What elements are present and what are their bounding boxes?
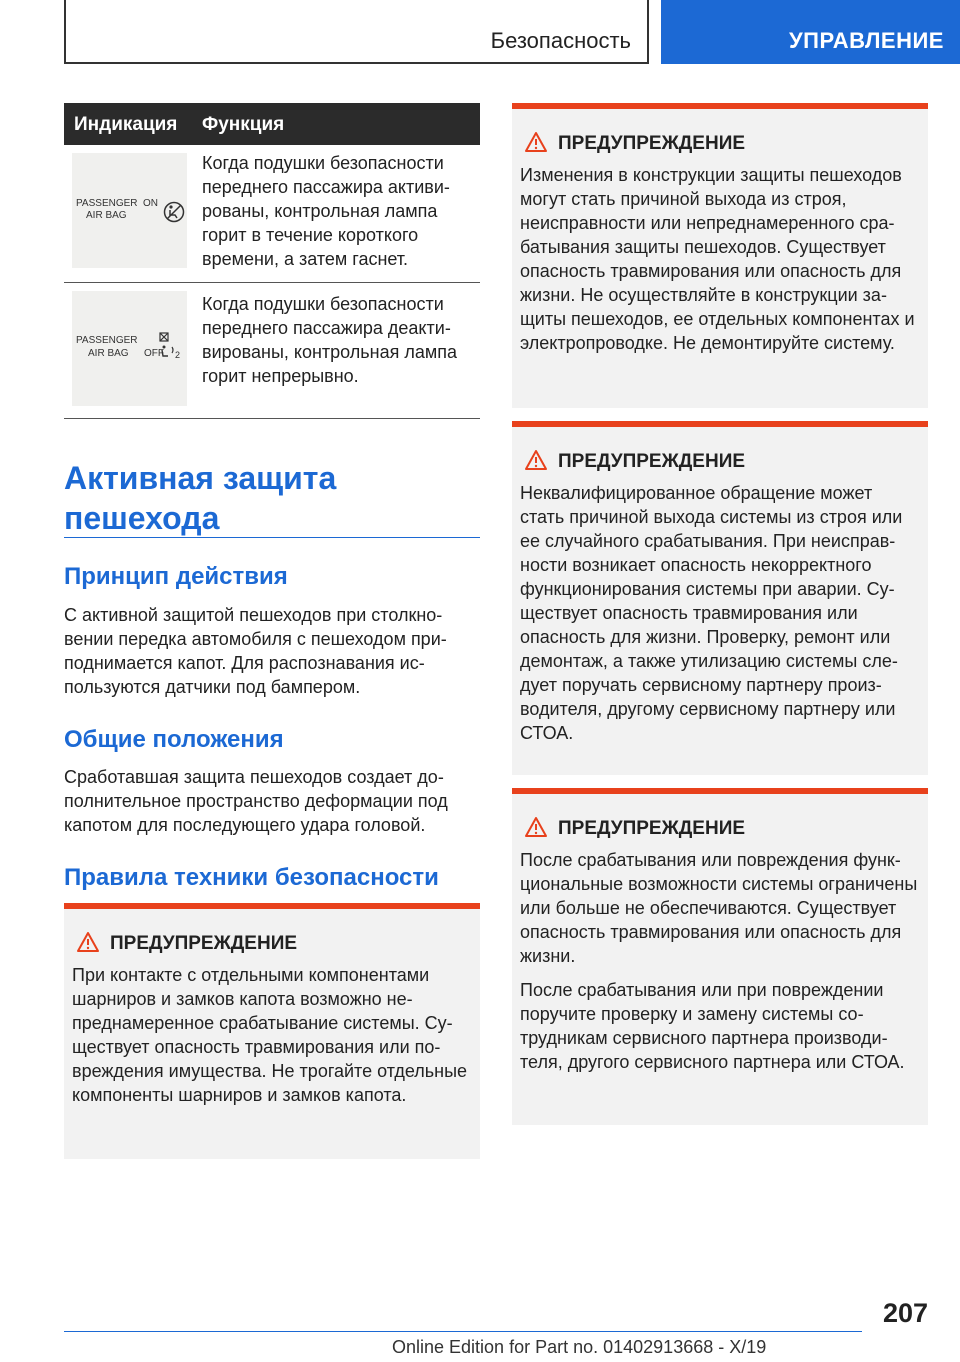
warning-title [520, 131, 920, 157]
warning-text: При контакте с отдельными компонентами шарниров и замков капота возможно непреднамеренное срабатывание системы. Существует опасность травмирования или повреждения имущества. Не трогайте отдельные компоненты шарниров и замков капота. [72, 965, 468, 1105]
header-chapter-tab [661, 0, 960, 64]
section-title-rule [64, 537, 480, 538]
warning-box [64, 903, 480, 1159]
subsection-title-safety: Правила техники безопасности [64, 864, 439, 891]
indicator-label-on: ON [143, 198, 158, 209]
airbag-on-indicator [72, 153, 187, 268]
indicator-label-passenger: PASSENGER [76, 198, 138, 209]
warning-title-text: ПРЕДУПРЕЖДЕНИЕ [558, 818, 746, 839]
warning-title [520, 449, 920, 475]
table-col-function: Функция [202, 114, 285, 135]
warning-text: Неквалифицированное обращение может стать причиной выхода системы из строя или ее случайного срабатывания. При неисправности возникает опасность некорректного функционирования системы при аварии. Существует опасность травмирования или опасность для жизни. Проверку, ремонт или демонтаж, а также утилизацию системы следует поручать сервисному партнеру производителя, другому сервисному партнеру или СТОА. [520, 483, 903, 743]
table-header [64, 103, 480, 145]
section-title: Активная защита пешехода [64, 460, 337, 536]
airbag-off-indicator [72, 291, 187, 406]
indicator-label-airbag: AIR BAG [86, 210, 127, 221]
warning-triangle-icon [524, 449, 548, 471]
header-chapter-label: УПРАВЛЕНИЕ [789, 28, 944, 53]
warning-title-text: ПРЕДУПРЕЖДЕНИЕ [558, 451, 746, 472]
warning-box [512, 421, 928, 775]
warning-box [512, 788, 928, 1125]
warning-text: Изменения в конструкции защиты пешеходов могут стать причиной выхода из строя, неисправности или непреднамеренного срабатывания защиты пешеходов. Существует опасность травмирования или опасность для жизни. Не осуществляйте в конструкции защиты пешеходов, ее отдельных компонентах и электропроводке. Не демонтируйте систему. [520, 165, 915, 353]
footer-rule [64, 1331, 862, 1332]
airbag-off-icon [158, 331, 184, 361]
indicator-label-airbag: AIR BAG [88, 348, 129, 359]
principle-text: С активной защитой пешеходов при столкновении передка автомобиля с пешеходом приподнимается капот. Для распознавания используются датчики под бампером. [64, 605, 447, 697]
general-text: Сработавшая защита пешеходов создает дополнительное пространство деформации под капотом для последующего удара головой. [64, 767, 448, 835]
warning-title [72, 931, 472, 957]
warning-title-text: ПРЕДУПРЕЖДЕНИЕ [558, 133, 746, 154]
subsection-title-general: Общие положения [64, 726, 284, 753]
warning-text: После срабатывания или при повреждении поручите проверку и замену системы сотрудникам сервисного партнера производителя, другого сервисного партнера или СТОА. [520, 980, 905, 1072]
table-row [64, 145, 480, 283]
row-function-text: Когда подушки безопасности переднего пассажира деактивированы, контрольная лампа горит непрерывно. [202, 294, 458, 386]
warning-triangle-icon [524, 131, 548, 153]
svg-text:2: 2 [175, 350, 181, 360]
warning-title-text: ПРЕДУПРЕЖДЕНИЕ [110, 933, 298, 954]
table-row [64, 283, 480, 419]
page-number: 207 [882, 1298, 928, 1328]
header-section-tab [64, 0, 649, 64]
footer-edition: Online Edition for Part no. 01402913668 - X/19 [392, 1337, 767, 1357]
indicator-table [64, 103, 480, 419]
indicator-label-off: OFF [144, 348, 164, 359]
table-col-indicator: Индикация [74, 114, 178, 135]
airbag-on-icon [163, 201, 185, 223]
warning-text: После срабатывания или повреждения функциональные возможности системы ограничены или больше не обеспечиваются. Существует опасность травмирования или опасность для жизни. [520, 850, 918, 966]
warning-box [512, 103, 928, 408]
row-function-text: Когда подушки безопасности переднего пассажира активированы, контрольная лампа горит в течение короткого времени, а затем гаснет. [202, 153, 450, 269]
subsection-title-principle: Принцип действия [64, 563, 288, 590]
warning-triangle-icon [524, 816, 548, 838]
warning-triangle-icon [76, 931, 100, 953]
indicator-label-passenger: PASSENGER [76, 335, 138, 346]
header-section-label: Безопасность [490, 28, 631, 53]
warning-title [520, 816, 920, 842]
